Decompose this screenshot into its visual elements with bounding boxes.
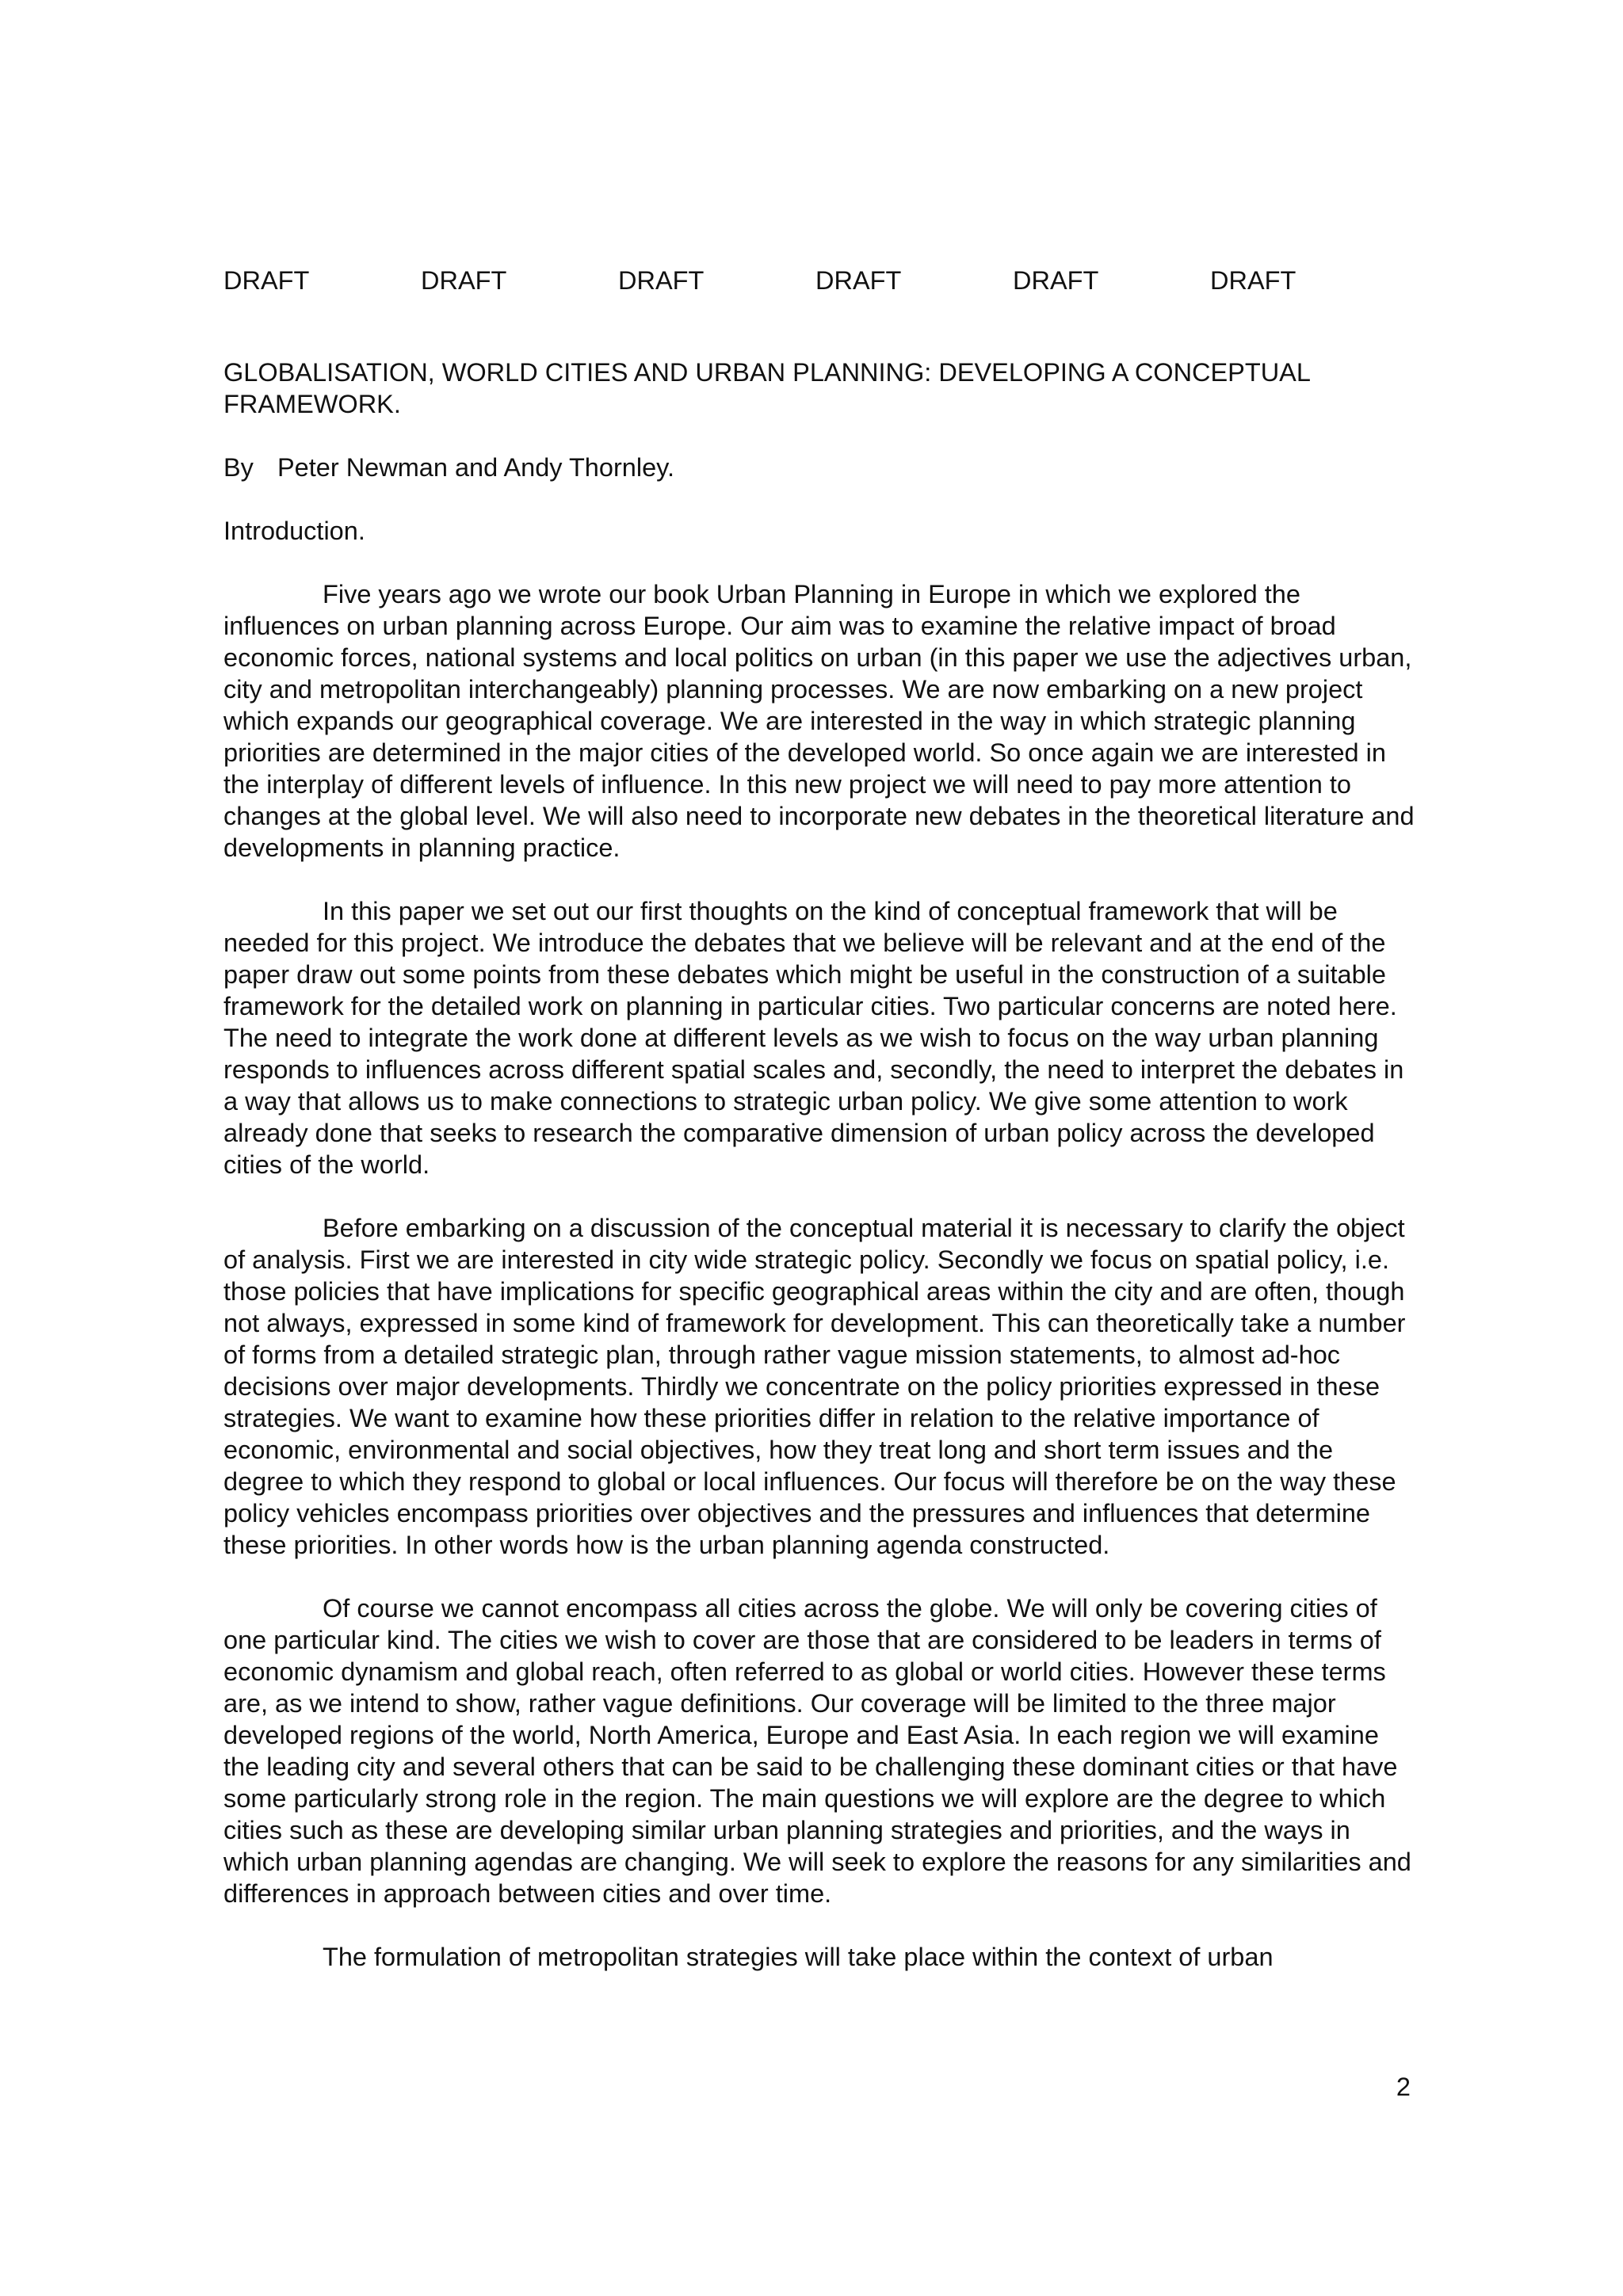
draft-header	[223, 265, 1420, 296]
body-paragraph: In this paper we set out our first thoughts on the kind of conceptual framework that will be needed for this project. We introduce the debates that we believe will be relevant and at the end of the paper draw out some points from these debates which might be useful in the construction of a suitable framework for the detailed work on planning in particular cities. Two particular concerns are noted here. The need to integrate the work done at different levels as we wish to focus on the way urban planning responds to influences across different spatial scales and, secondly, the need to interpret the debates in a way that allows us to make connections to strategic urban policy. We give some attention to work already done that seeks to research the comparative dimension of urban policy across the developed cities of the world.	[223, 897, 1404, 1179]
draft-mark: DRAFT	[223, 266, 310, 295]
page-number: 2	[1396, 2073, 1411, 2101]
byline-authors: Peter Newman and Andy Thornley.	[277, 453, 675, 482]
section-heading: Introduction.	[223, 517, 365, 545]
draft-mark: DRAFT	[618, 266, 705, 295]
draft-mark: DRAFT	[815, 266, 902, 295]
body-paragraph: Five years ago we wrote our book Urban Planning in Europe in which we explored the influences on urban planning across Europe. Our aim was to examine the relative impact of broad economic forces, national systems and local politics on urban (in this paper we use the adjectives urban, city and metropolitan interchangeably) planning processes. We are now embarking on a new project which expands our geographical coverage. We are interested in the way in which strategic planning priorities are determined in the major cities of the developed world. So once again we are interested in the interplay of different levels of influence. In this new project we will need to pay more attention to changes at the global level. We will also need to incorporate new debates in the theoretical literature and developments in planning practice.	[223, 580, 1415, 862]
body-paragraph: Before embarking on a discussion of the conceptual material it is necessary to clarify the object of analysis. First we are interested in city wide strategic policy. Secondly we focus on spatial policy, i.e. those policies that have implications for specific geographical areas within the city and are often, though not always, expressed in some kind of framework for development. This can theoretically take a number of forms from a detailed strategic plan, through rather vague mission statements, to almost ad-hoc decisions over major developments. Thirdly we concentrate on the policy priorities expressed in these strategies. We want to examine how these priorities differ in relation to the relative importance of economic, environmental and social objectives, how they treat long and short term issues and the degree to which they respond to global or local influences. Our focus will therefore be on the way these policy vehicles encompass priorities over objectives and the pressures and influences that determine these priorities. In other words how is the urban planning agenda constructed.	[223, 1214, 1406, 1559]
draft-mark: DRAFT	[421, 266, 507, 295]
page-content	[223, 265, 1420, 2004]
body-paragraph: Of course we cannot encompass all cities across the globe. We will only be covering cities of one particular kind. The cities we wish to cover are those that are considered to be leaders in terms of economic dynamism and global reach, often referred to as global or world cities. However these terms are, as we intend to show, rather vague definitions. Our coverage will be limited to the three major developed regions of the world, North America, Europe and East Asia. In each region we will examine the leading city and several others that can be said to be challenging these dominant cities or that have some particularly strong role in the region. The main questions we will explore are the degree to which cities such as these are developing similar urban planning strategies and priorities, and the ways in which urban planning agendas are changing. We will seek to explore the reasons for any similarities and differences in approach between cities and over time.	[223, 1594, 1411, 1908]
draft-mark: DRAFT	[1013, 266, 1099, 295]
document-title: GLOBALISATION, WORLD CITIES AND URBAN PLANNING: DEVELOPING A CONCEPTUAL FRAMEWORK.	[223, 358, 1310, 418]
draft-mark: DRAFT	[1210, 266, 1296, 295]
body-paragraph: The formulation of metropolitan strategies will take place within the context of urban	[323, 1943, 1274, 1971]
byline-prefix: By	[223, 453, 254, 482]
byline	[223, 452, 1420, 483]
